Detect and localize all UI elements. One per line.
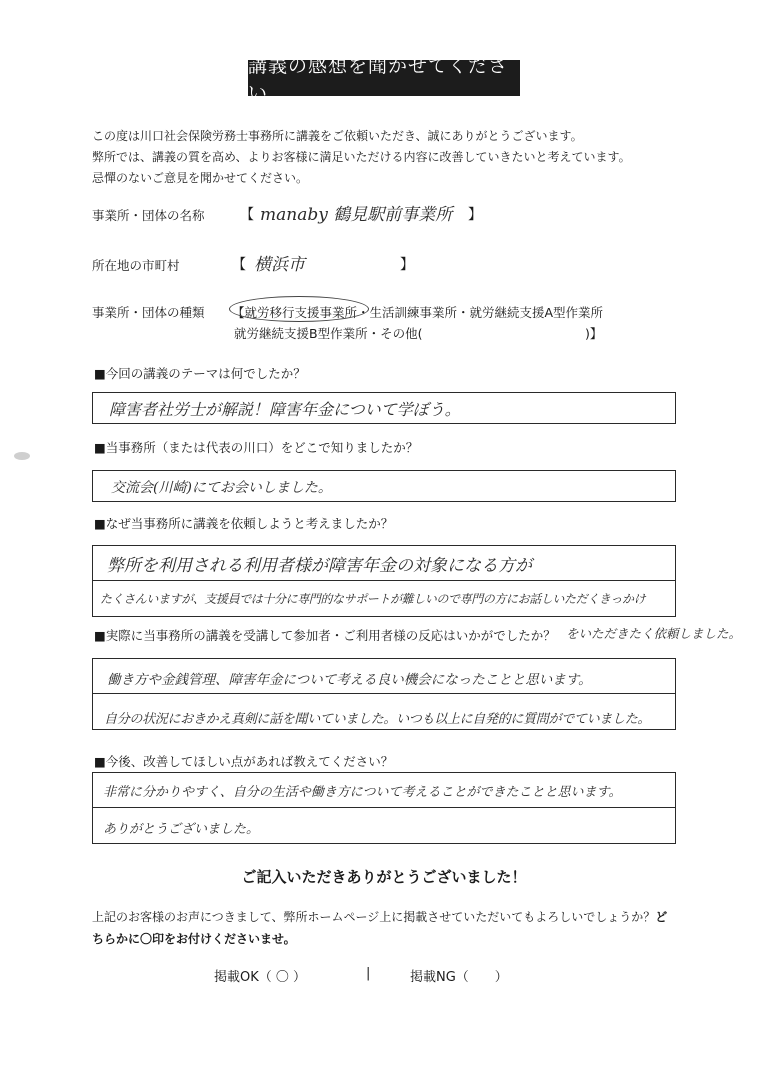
answer-text: 障害者社労士が解説！障害年金について学ぼう。 [109, 400, 461, 419]
option-ok: 掲載OK（ 〇 ） [214, 970, 307, 985]
answer-text: たくさんいますが、支援員では十分に専門的なサポートが難しいので専門の方にお話しいただくきっかけ [100, 592, 646, 606]
intro-line: 弊所では、講義の質を高め、よりお客様に満足いただける内容に改善していきたいと考えています。 [92, 150, 631, 164]
type-line: 就労継続支援B型作業所・その他( )】 [234, 326, 603, 341]
answer-text: 交流会(川崎)にてお会いしました。 [111, 480, 332, 496]
thanks-heading: ご記入いただきありがとうございました！ [241, 868, 527, 886]
permission-instruction: どちらかに〇印をお付けくださいませ。 [92, 910, 668, 946]
type-label: 事業所・団体の種類 [92, 305, 205, 320]
bracket-close: 】 [468, 207, 482, 223]
answer-text: 非常に分かりやすく、自分の生活や働き方について考えることができたことと思います。 [103, 785, 622, 800]
question-improvement: ■今後、改善してほしい点があれば教えてください？ [94, 754, 394, 769]
bracket-close: 】 [400, 257, 414, 273]
question-source: ■当事務所（または代表の川口）をどこで知りましたか？ [94, 440, 419, 455]
answer-box-improvement [92, 772, 676, 844]
intro-text [92, 126, 631, 189]
scan-smudge [14, 452, 30, 460]
type-line: 【就労移行支援事業所・生活訓練事業所・就労継続支援A型作業所 [232, 305, 604, 320]
question-reaction: ■実際に当事務所の講義を受講して参加者・ご利用者様の反応はいかがでしたか？ [94, 628, 556, 643]
answer-text: 弊所を利用される利用者様が障害年金の対象になる方が [107, 556, 532, 576]
selection-circle [229, 296, 369, 322]
permission-text [92, 906, 672, 950]
page-title: 講義の感想を聞かせてください [248, 60, 520, 96]
permission-question: 上記のお客様のお声につきまして、弊所ホームページ上に掲載させていただいてもよろしいでしょうか？ [92, 910, 656, 924]
answer-box-source [92, 470, 676, 502]
intro-line: この度は川口社会保険労務士事務所に講義をご依頼いただき、誠にありがとうございます。 [92, 129, 583, 143]
city-value: 横浜市 [254, 255, 305, 275]
city-label: 所在地の市町村 [92, 258, 180, 273]
answer-text: ありがとうございました。 [103, 822, 260, 837]
intro-line: 忌憚のないご意見を聞かせてください。 [92, 171, 309, 185]
answer-box-theme [92, 392, 676, 424]
question-reason: ■なぜ当事務所に講義を依頼しようと考えましたか？ [94, 516, 394, 531]
name-label: 事業所・団体の名称 [92, 208, 205, 223]
answer-text: 自分の状況におきかえ真剣に話を聞いていました。いつも以上に自発的に質問がでていました。 [104, 712, 651, 727]
bracket-open: 【 [232, 257, 246, 273]
option-separator: | [366, 966, 371, 981]
question-theme: ■今回の講義のテーマは何でしたか？ [94, 366, 306, 381]
answer-text: をいただきたく依頼しました。 [566, 626, 742, 641]
bracket-open: 【 [240, 207, 254, 223]
name-value: manaby 鶴見駅前事業所 [260, 205, 453, 225]
answer-text: 働き方や金銭管理、障害年金について考える良い機会になったことと思います。 [107, 672, 592, 688]
option-ng: 掲載NG（ ） [410, 970, 508, 985]
